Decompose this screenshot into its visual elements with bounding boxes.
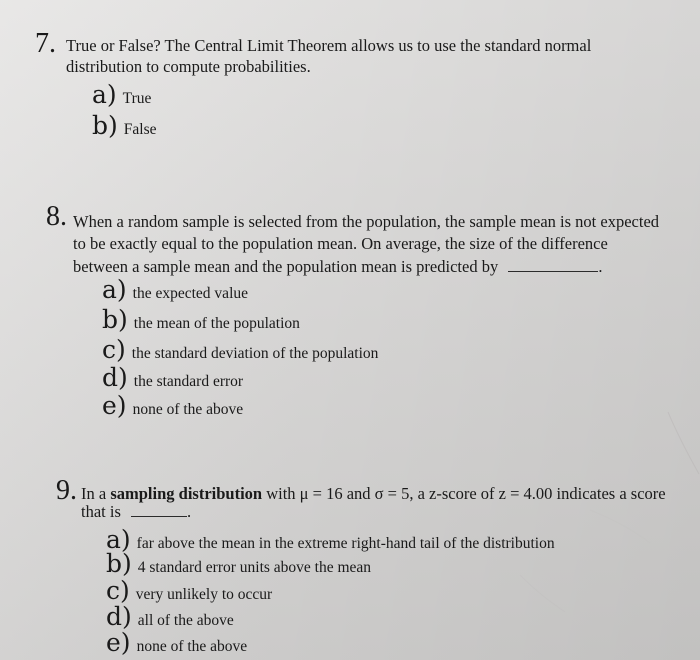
answer-option[interactable] <box>106 525 555 555</box>
question-stem-line <box>81 484 666 504</box>
stem-text: with μ = 16 and σ = 5, a z-score of z = 4.00 indicates a score <box>262 484 666 503</box>
paper-crease-mark <box>590 510 650 543</box>
option-text: none of the above <box>132 401 244 418</box>
option-text: the standard deviation of the population <box>131 345 379 362</box>
option-text: very unlikely to occur <box>135 586 273 603</box>
question-stem-line: to be exactly equal to the population mean. On average, the size of the difference <box>73 234 608 253</box>
question-number: 8. <box>46 201 67 232</box>
answer-option[interactable] <box>102 335 379 365</box>
answer-option[interactable] <box>106 576 273 606</box>
question-stem-line: When a random sample is selected from the population, the sample mean is not expected <box>73 212 660 231</box>
option-text: 4 standard error units above the mean <box>137 559 372 576</box>
option-letter: a) <box>102 275 127 304</box>
answer-option[interactable] <box>92 80 152 110</box>
stem-text: that is <box>81 502 121 521</box>
answer-blank <box>131 501 187 517</box>
option-letter: d) <box>102 363 128 392</box>
option-letter: b) <box>102 305 128 334</box>
option-letter: b) <box>92 111 118 140</box>
option-text: none of the above <box>136 638 248 655</box>
answer-option[interactable] <box>106 549 372 579</box>
option-letter: b) <box>106 549 132 578</box>
answer-option[interactable] <box>102 363 244 393</box>
question-stem-line-with-blank <box>73 256 602 277</box>
answer-option[interactable] <box>106 602 234 632</box>
answer-option[interactable] <box>102 391 244 421</box>
option-letter: a) <box>92 80 117 109</box>
question-stem-line: distribution to compute probabilities. <box>66 57 311 76</box>
option-letter: c) <box>102 335 126 364</box>
answer-option[interactable] <box>92 111 157 141</box>
answer-option[interactable] <box>102 305 300 335</box>
answer-option[interactable] <box>106 628 248 658</box>
question-stem-line-with-blank <box>81 501 191 522</box>
paper-crease-mark <box>520 575 565 612</box>
stem-bold-term: sampling distribution <box>110 484 263 503</box>
paper-crease-mark <box>668 412 699 474</box>
stem-text: In a <box>81 484 111 503</box>
option-text: all of the above <box>137 612 234 629</box>
option-letter: c) <box>106 576 130 605</box>
question-stem-line: True or False? The Central Limit Theorem allows us to use the standard normal <box>66 36 592 55</box>
stem-period: . <box>187 502 192 521</box>
stem-period: . <box>598 257 603 276</box>
option-text: True <box>122 90 152 107</box>
option-letter: e) <box>106 628 131 657</box>
question-number: 7. <box>35 28 56 59</box>
option-letter: e) <box>102 391 127 420</box>
option-letter: a) <box>106 525 131 554</box>
question-number: 9. <box>56 475 77 506</box>
answer-blank <box>508 256 598 272</box>
answer-option[interactable] <box>102 275 248 305</box>
option-text: the standard error <box>133 373 244 390</box>
option-text: the mean of the population <box>133 315 300 332</box>
stem-text: between a sample mean and the population mean is predicted by <box>73 257 499 276</box>
option-letter: d) <box>106 602 132 631</box>
option-text: the expected value <box>132 285 248 302</box>
option-text: far above the mean in the extreme right-hand tail of the distribution <box>136 535 555 552</box>
option-text: False <box>123 121 157 138</box>
